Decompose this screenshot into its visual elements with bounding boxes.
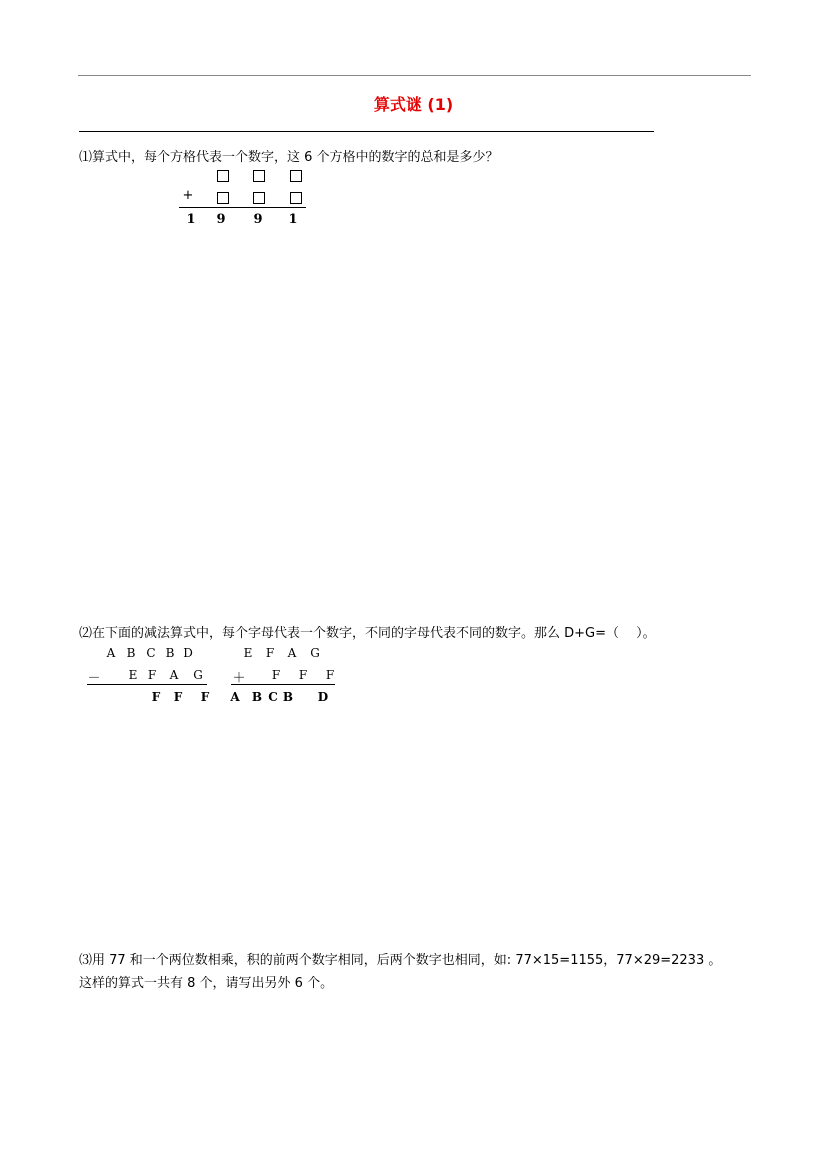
question-2-text: ⑵在下面的减法算式中，每个字母代表一个数字，不同的字母代表不同的数字。那么 D+G=（ ）。: [79, 626, 656, 641]
sum-line: [231, 684, 335, 685]
letter: F: [147, 668, 157, 682]
letter: E: [128, 668, 138, 682]
letter: F: [265, 646, 275, 660]
difference-line: [87, 684, 207, 685]
letter: C: [146, 646, 156, 660]
result-digit: 1: [288, 212, 298, 227]
letter: B: [282, 690, 294, 704]
letter: B: [165, 646, 175, 660]
question-3-line-2: 这样的算式一共有 8 个，请写出另外 6 个。: [79, 976, 334, 991]
question-1-text: ⑴算式中，每个方格代表一个数字，这 6 个方格中的数字的总和是多少？: [79, 150, 499, 165]
letter: G: [310, 646, 320, 660]
letter: F: [173, 690, 183, 704]
letter: F: [325, 668, 335, 682]
letter: A: [169, 668, 179, 682]
title-underline: [79, 131, 654, 132]
letter: F: [151, 690, 161, 704]
letter: F: [200, 690, 210, 704]
letter: D: [183, 646, 193, 660]
letter: F: [271, 668, 281, 682]
letter: C: [268, 690, 278, 704]
digit-box: [253, 192, 265, 204]
result-digit: 1: [186, 212, 196, 227]
plus-sign: ＋: [232, 671, 246, 686]
question-3-line-1: ⑶用 77 和一个两位数相乘，积的前两个数字相同，后两个数字也相同，如: 77×15=1155，77×29=2233 。: [79, 953, 722, 968]
letter: E: [243, 646, 253, 660]
sum-line: [179, 207, 306, 208]
digit-box: [217, 192, 229, 204]
letter: B: [126, 646, 136, 660]
letter: A: [287, 646, 297, 660]
letter: G: [193, 668, 203, 682]
page-title: 算式谜 (1): [373, 95, 454, 114]
letter: F: [298, 668, 308, 682]
digit-box: [290, 170, 302, 182]
digit-box: [253, 170, 265, 182]
letter: B: [251, 690, 263, 704]
result-digit: 9: [216, 212, 226, 227]
minus-sign: －: [87, 671, 101, 686]
digit-box: [217, 170, 229, 182]
letter: A: [106, 646, 116, 660]
header-rule: [78, 75, 751, 76]
plus-sign: +: [182, 188, 194, 203]
digit-box: [290, 192, 302, 204]
letter: D: [317, 690, 329, 704]
result-digit: 9: [253, 212, 263, 227]
letter: A: [230, 690, 240, 704]
